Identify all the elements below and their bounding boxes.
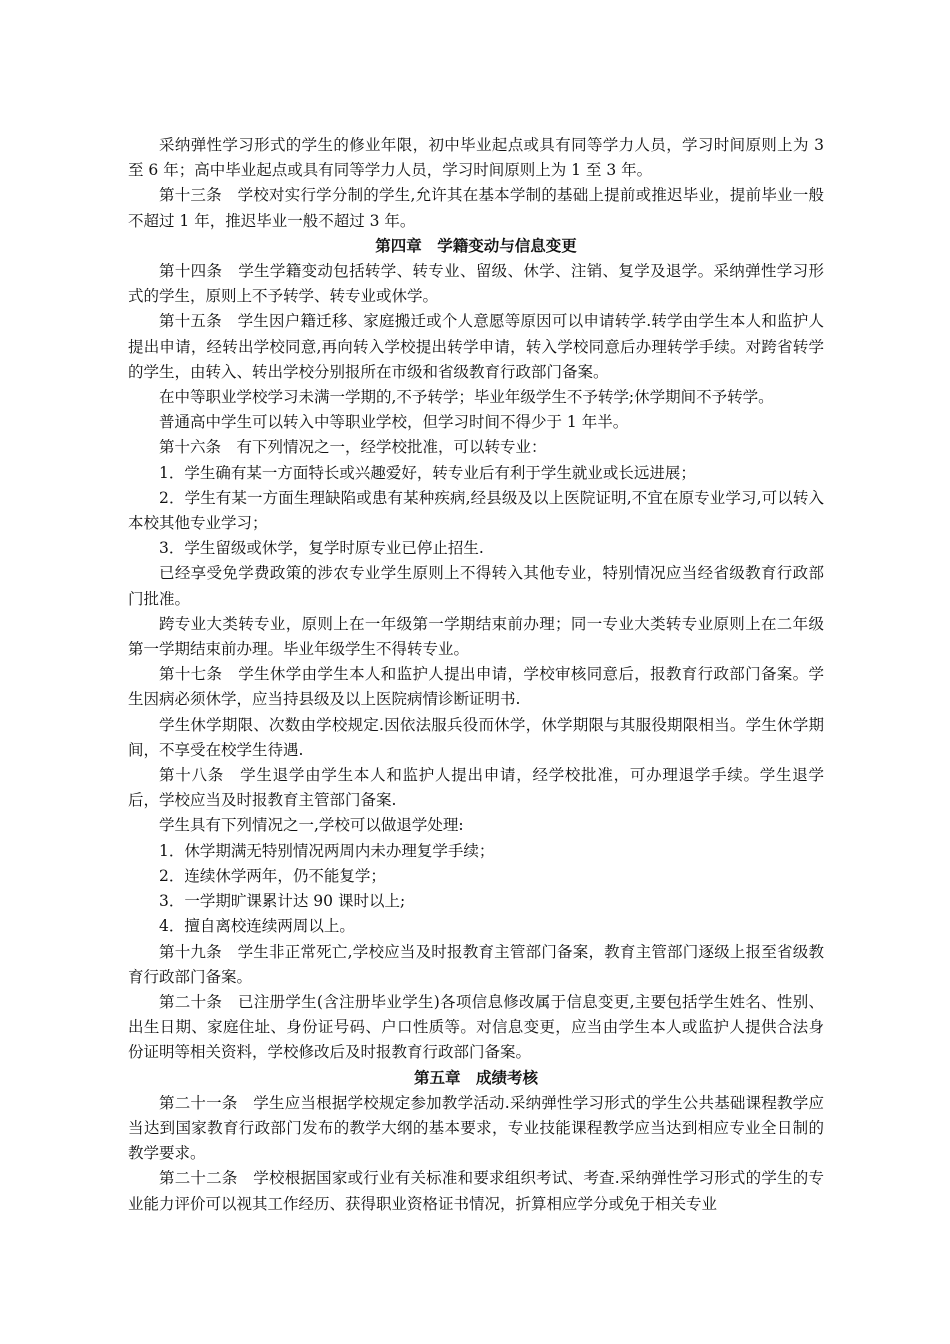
list-item: 3．学生留级或休学，复学时原专业已停止招生. <box>159 539 484 558</box>
list-item: 1．学生确有某一方面特长或兴趣爱好，转专业后有利于学生就业或长远进展； <box>159 463 696 482</box>
paragraph-agriculture-major: 已经享受免学费政策的涉农专业学生原则上不得转入其他专业，特别情况应当经省级教育行政部门批准。 <box>128 564 824 608</box>
article-18: 第十八条 学生退学由学生本人和监护人提出申请，经学校批准，可办理退学手续。学生退学后，学校应当及时报教育主管部门备案. <box>128 766 824 810</box>
article-15: 第十五条 学生因户籍迁移、家庭搬迁或个人意愿等原因可以申请转学.转学由学生本人和监护人提出申请，经转出学校同意,再向转入学校提出转学申请，转入学校同意后办理转学手续。对跨省转学的学生，由转入、转出学校分别报所在市级和省级教育行政部门备案。 <box>128 312 824 381</box>
chapter-4-heading: 第四章 学籍变动与信息变更 <box>375 236 577 255</box>
chapter-5-heading: 第五章 成绩考核 <box>413 1068 538 1087</box>
list-item: 2．学生有某一方面生理缺陷或患有某种疾病,经县级及以上医院证明,不宜在原专业学习,可以转入本校其他专业学习； <box>128 488 824 533</box>
paragraph-cross-major: 跨专业大类转专业，原则上在一年级第一学期结束前办理；同一专业大类转专业原则上在二年级第一学期结束前办理。毕业年级学生不得转专业。 <box>128 614 824 659</box>
article-20: 第二十条 已注册学生(含注册毕业学生)各项信息修改属于信息变更,主要包括学生姓名、性别、出生日期、家庭住址、身份证号码、户口性质等。对信息变更，应当由学生本人或监护人提供合法身份证明等相关资料，学校修改后及时报教育行政部门备案。 <box>128 992 824 1062</box>
list-item: 3．一学期旷课累计达 90 课时以上; <box>159 892 406 911</box>
paragraph-suspension-period: 学生休学期限、次数由学校规定.因依法服兵役而休学，休学期限与其服役期限相当。学生休学期间，不享受在校学生待遇. <box>128 715 824 759</box>
list-item: 2．连续休学两年，仍不能复学； <box>159 866 386 885</box>
article-14: 第十四条 学生学籍变动包括转学、转专业、留级、休学、注销、复学及退学。采纳弹性学习形式的学生，原则上不予转学、转专业或休学。 <box>128 262 824 306</box>
paragraph-withdrawal-conditions: 学生具有下列情况之一,学校可以做退学处理: <box>159 816 464 835</box>
paragraph-transfer-restriction: 在中等职业学校学习未满一学期的,不予转学；毕业年级学生不予转学;休学期间不予转学。 <box>159 388 774 407</box>
article-16: 第十六条 有下列情况之一，经学校批准，可以转专业： <box>159 438 547 457</box>
list-item: 4．擅自离校连续两周以上。 <box>159 917 355 936</box>
paragraph-study-duration: 采纳弹性学习形式的学生的修业年限，初中毕业起点或具有同等学力人员，学习时间原则上为 3 至 6 年；高中毕业起点或具有同等学力人员，学习时间原则上为 1 至 3 年。 <box>128 136 824 180</box>
document-page <box>128 133 824 1217</box>
article-17: 第十七条 学生休学由学生本人和监护人提出申请，学校审核同意后，报教育行政部门备案。学生因病必须休学，应当持县级及以上医院病情诊断证明书. <box>128 665 824 709</box>
article-21: 第二十一条 学生应当根据学校规定参加教学活动.采纳弹性学习形式的学生公共基础课程教学应当达到国家教育行政部门发布的教学大纲的基本要求，专业技能课程教学应当达到相应专业全日制的教学要求。 <box>128 1093 824 1163</box>
list-item: 1．休学期满无特别情况两周内未办理复学手续； <box>159 841 495 860</box>
paragraph-high-school-transfer: 普通高中学生可以转入中等职业学校，但学习时间不得少于 1 年半。 <box>159 413 629 432</box>
article-19: 第十九条 学生非正常死亡,学校应当及时报教育主管部门备案，教育主管部门逐级上报至省级教育行政部门备案。 <box>128 942 824 986</box>
article-22: 第二十二条 学校根据国家或行业有关标准和要求组织考试、考查.采纳弹性学习形式的学生的专业能力评价可以视其工作经历、获得职业资格证书情况，折算相应学分或免于相关专业 <box>128 1169 824 1213</box>
article-13: 第十三条 学校对实行学分制的学生,允许其在基本学制的基础上提前或推迟毕业，提前毕业一般不超过 1 年，推迟毕业一般不超过 3 年。 <box>128 186 824 230</box>
